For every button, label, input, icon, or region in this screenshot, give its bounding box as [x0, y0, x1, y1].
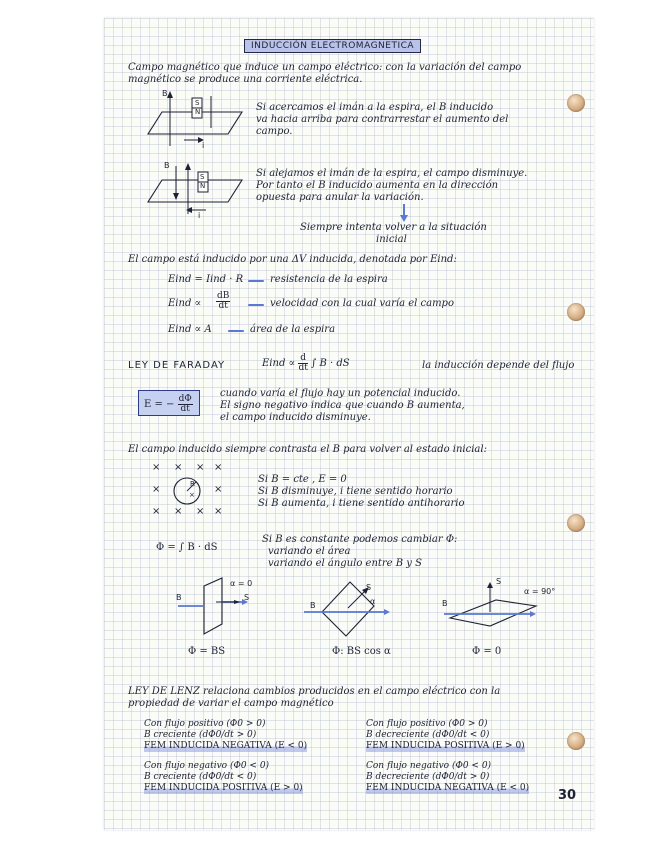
cross-2: × — [174, 462, 183, 473]
emf-line2-lhs: Eind ∝ — [168, 298, 202, 309]
diagram2-pole-n: N — [200, 182, 206, 190]
flux-formula: Φ = ∫ B · dS — [156, 542, 218, 553]
flux-d2-angle: α — [370, 597, 376, 606]
flux-d2-b: B — [310, 601, 316, 610]
binder-hole-2 — [567, 303, 585, 321]
note-initial-line-2: inicial — [376, 234, 407, 245]
arrow-line-2 — [248, 304, 264, 306]
current-loop-circle — [172, 476, 202, 506]
opposition-heading: El campo inducido siempre contrasta el B para volver al estado inicial: — [128, 444, 487, 455]
lenz-case1-line2: B creciente (dΦ0/dt > 0) — [144, 730, 257, 740]
faraday-formula-num: d — [300, 353, 307, 363]
diagram2-text-1: Si alejamos el imán de la espira, el campo disminuye. — [256, 168, 528, 179]
faraday-box-num: dΦ — [178, 394, 192, 404]
diagram2-text-2: Por tanto el B inducido aumenta en la dirección — [256, 180, 499, 191]
flux-d3-s: S — [496, 577, 502, 586]
flux-d1-b: B — [176, 593, 182, 602]
flux-d3-caption: Φ = 0 — [472, 646, 502, 657]
flux-d2-caption: Φ: BS cos α — [332, 646, 391, 657]
lenz-case2-line2: B decreciente (dΦ0/dt < 0) — [366, 730, 490, 740]
page-number: 30 — [558, 788, 577, 803]
opposition-bullet-2: Si B disminuye, i tiene sentido horario — [258, 486, 453, 497]
cross-3: × — [196, 462, 205, 473]
lenz-case4-line1: Con flujo negativo (Φ0 < 0) — [366, 761, 492, 771]
binder-hole-3 — [567, 514, 585, 532]
emf-line2-fraction — [216, 292, 230, 311]
diagram1-pole-n: N — [195, 108, 201, 116]
down-arrow-icon — [400, 204, 408, 222]
lenz-line-2: propiedad de variar el campo magnético — [128, 698, 334, 709]
cross-4: × — [214, 462, 223, 473]
cross-9: × — [196, 506, 205, 517]
faraday-box-formula — [144, 395, 193, 414]
diagram2-text-3: opuesta para anular la variación. — [256, 192, 424, 203]
emf-line3-lhs: Eind ∝ A — [168, 324, 212, 335]
lenz-case2-line1: Con flujo positivo (Φ0 > 0) — [366, 719, 488, 729]
diagram1-text-1: Si acercamos el imán a la espira, el B inducido — [256, 102, 494, 113]
lenz-case1-line1: Con flujo positivo (Φ0 > 0) — [144, 719, 266, 729]
faraday-law-box — [138, 390, 200, 416]
cross-8: × — [174, 506, 183, 517]
loop-radius-label: R — [190, 480, 195, 488]
flux-bullet-1: variando el área — [268, 546, 351, 557]
faraday-explain-2: El signo negativo indica que cuando B aumenta, — [220, 400, 465, 411]
faraday-note: la inducción depende del flujo — [422, 360, 575, 371]
emf-line1-lhs: Eind = Iind · R — [168, 274, 244, 285]
flux-diagram-angled — [304, 578, 414, 640]
svg-text:×: × — [189, 491, 195, 499]
cross-6: × — [214, 484, 223, 495]
arrow-line-1 — [248, 280, 264, 282]
cross-1: × — [152, 462, 161, 473]
emf-heading: El campo está inducido por una ΔV inducida, denotada por Eind: — [128, 254, 457, 265]
intro-line-1: Campo magnético que induce un campo eléctrico: con la variación del campo — [128, 62, 522, 73]
lenz-case4-line3: FEM INDUCIDA NEGATIVA (E < 0) — [366, 783, 530, 793]
cross-10: × — [214, 506, 223, 517]
flux-d3-b: B — [442, 599, 448, 608]
emf-line2-num: dB — [217, 291, 230, 301]
intro-line-2: magnético se produce una corriente eléctrica. — [128, 74, 363, 85]
lenz-case3-line2: B creciente (dΦ0/dt < 0) — [144, 772, 257, 782]
faraday-heading: LEY DE FARADAY — [128, 360, 226, 371]
emf-line3-rhs: área de la espira — [250, 324, 336, 335]
arrow-line-3 — [228, 330, 244, 332]
emf-line1-rhs: resistencia de la espira — [270, 274, 388, 285]
faraday-formula-lhs: Eind ∝ — [262, 358, 296, 369]
diagram1-b-label: B — [162, 89, 168, 98]
binder-hole-4 — [567, 732, 585, 750]
lenz-case2-line3: FEM INDUCIDA POSITIVA (E > 0) — [366, 741, 525, 751]
flux-d1-caption: Φ = BS — [188, 646, 226, 657]
lenz-line-1: LEY DE LENZ relaciona cambios producidos en el campo eléctrico con la — [128, 686, 501, 697]
lenz-case3-line3: FEM INDUCIDA POSITIVA (E > 0) — [144, 783, 303, 793]
diagram2-current-label: i — [198, 211, 201, 220]
cross-5: × — [152, 484, 161, 495]
diagram1-text-3: campo. — [256, 126, 293, 137]
faraday-formula-den: dt — [298, 363, 308, 373]
lenz-case3-line1: Con flujo negativo (Φ0 < 0) — [144, 761, 270, 771]
lenz-case4-line2: B decreciente (dΦ0/dt > 0) — [366, 772, 490, 782]
opposition-bullet-1: Si B = cte , E = 0 — [258, 474, 347, 485]
faraday-box-den: dt — [180, 404, 190, 414]
flux-d3-angle: α = 90° — [524, 587, 556, 596]
faraday-box-lhs: E = − — [144, 399, 175, 410]
opposition-bullet-3: Si B aumenta, i tiene sentido antihorario — [258, 498, 465, 509]
faraday-explain-3: el campo inducido disminuye. — [220, 412, 371, 423]
cross-7: × — [152, 506, 161, 517]
binder-hole-1 — [567, 94, 585, 112]
flux-diagram-parallel — [164, 578, 274, 640]
lenz-case1-line3: FEM INDUCIDA NEGATIVA (E < 0) — [144, 741, 308, 751]
note-initial-line-1: Siempre intenta volver a la situación — [300, 222, 487, 233]
faraday-formula-rhs: ∫ B · dS — [311, 358, 350, 369]
flux-d1-s: S — [244, 593, 250, 602]
faraday-explain-1: cuando varía el flujo hay un potencial inducido. — [220, 388, 461, 399]
emf-line2-den: dt — [218, 301, 228, 311]
page-title: INDUCCIÓN ELECTROMAGNETICA — [244, 39, 421, 53]
flux-intro: Si B es constante podemos cambiar Φ: — [262, 534, 458, 545]
diagram1-text-2: va hacia arriba para contrarrestar el aumento del — [256, 114, 509, 125]
faraday-formula — [262, 354, 350, 373]
diagram2-b-label: B — [164, 161, 170, 170]
diagram2-pole-s: S — [200, 173, 205, 181]
notebook-page — [104, 18, 594, 830]
flux-bullet-2: variando el ángulo entre B y S — [268, 558, 422, 569]
emf-line2-rhs: velocidad con la cual varía el campo — [270, 298, 454, 309]
diagram1-current-label: i — [202, 141, 205, 150]
flux-d2-s: S — [366, 583, 372, 592]
diagram1-pole-s: S — [195, 99, 200, 107]
flux-d1-angle: α = 0 — [230, 579, 253, 588]
